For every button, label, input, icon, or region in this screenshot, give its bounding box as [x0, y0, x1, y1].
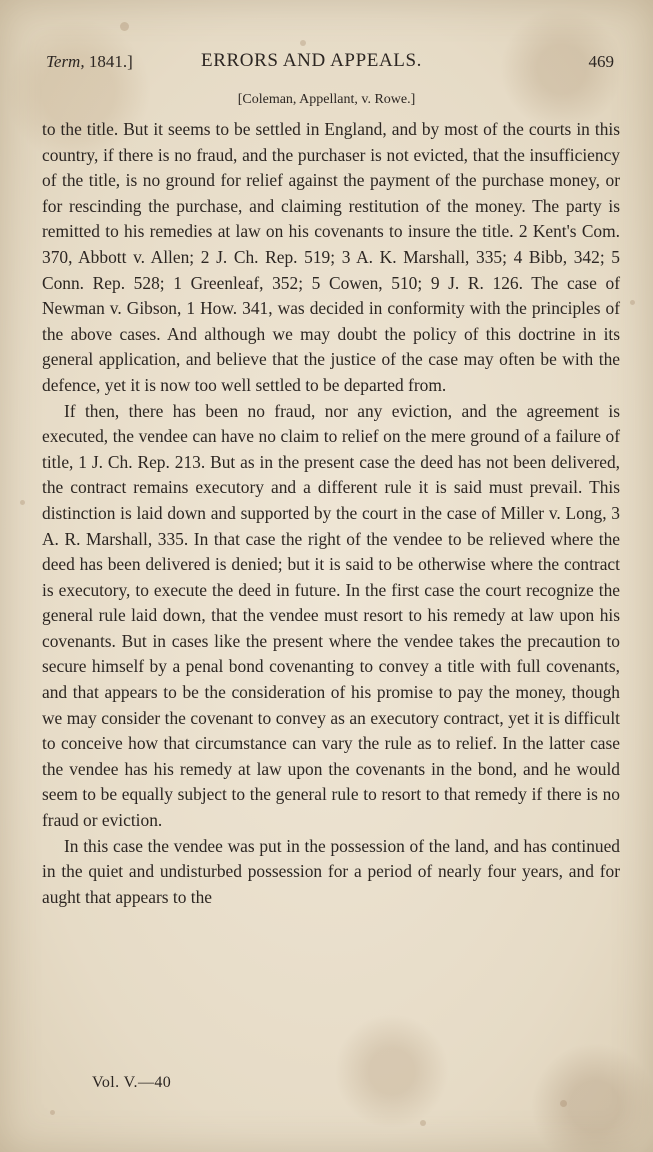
paragraph-2: If then, there has been no fraud, nor any eviction, and the agreement is executed, the vendee can have no claim to relief on the mere ground of a failure of title, 1 J. Ch. Rep. 213. But as in the present case the deed has not been delivered, the contract remains executory and a different rule it is said must prevail. This distinction is laid down and supported by the court in the case of Miller v. Long, 3 A. R. Marshall, 335. In that case the right of the vendee to be relieved where the deed has been delivered is denied; but it is said to be otherwise where the contract is executory, to execute the deed in future. In the first case the court recognize the general rule laid down, that the vendee must resort to his remedy at law upon his covenants. But in cases like the present where the vendee takes the precaution to secure himself by a penal bond covenanting to convey a title with full covenants, and that appears to be the consideration of his promise to pay the money, though we may consider the covenant to convey as an executory contract, yet it is difficult to conceive how that circumstance can vary the rule as to relief. In the latter case the vendee has his remedy at law upon the covenants in the bond, and he would seem to be equally subject to the general rule to resort to that remedy if there is no fraud or eviction. — [42, 400, 620, 831]
paragraph-3: In this case the vendee was put in the possession of the land, and has continued in the quiet and undisturbed possession for a period of nearly four years, and for aught that appears to the — [42, 835, 620, 907]
header-title: ERRORS AND APPEALS. — [201, 50, 422, 71]
stain-spot — [120, 22, 129, 31]
body-text — [42, 117, 620, 910]
running-header — [46, 48, 616, 78]
stain-spot — [300, 40, 306, 46]
stain-spot — [20, 500, 25, 505]
page-number: 469 — [588, 52, 614, 71]
volume-signature: Vol. V.—40 — [92, 1074, 172, 1091]
case-caption: [Coleman, Appellant, v. Rowe.] — [237, 92, 416, 107]
stain-spot — [50, 1110, 55, 1115]
header-term — [46, 52, 133, 72]
stain-spot — [630, 300, 635, 305]
stain-spot — [560, 1100, 567, 1107]
paragraph-1: to the title. But it seems to be settled in England, and by most of the courts in this country, if there is no fraud, and the purchaser is not evicted, that the insufficiency of the title, is no ground for relief against the payment of the purchase money, or for rescinding the purchase, and claiming restitution of the money. The party is remitted to his remedies at law on his covenants to insure the title. 2 Kent's Com. 370, Abbott v. Allen; 2 J. Ch. Rep. 519; 3 A. K. Marshall, 335; 4 Bibb, 342; 5 Conn. Rep. 528; 1 Greenleaf, 352; 5 Cowen, 510; 9 J. R. 126. The case of Newman v. Gibson, 1 How. 341, was decided in conformity with the principles of the above cases. And although we may doubt the policy of this doctrine in its general application, and believe that the justice of the case may often be with the defence, yet it is now too well settled to be departed from. — [42, 119, 620, 395]
header-term-label: Term, — [46, 52, 85, 71]
header-year: 1841.] — [88, 52, 133, 71]
stain-spot — [420, 1120, 426, 1126]
